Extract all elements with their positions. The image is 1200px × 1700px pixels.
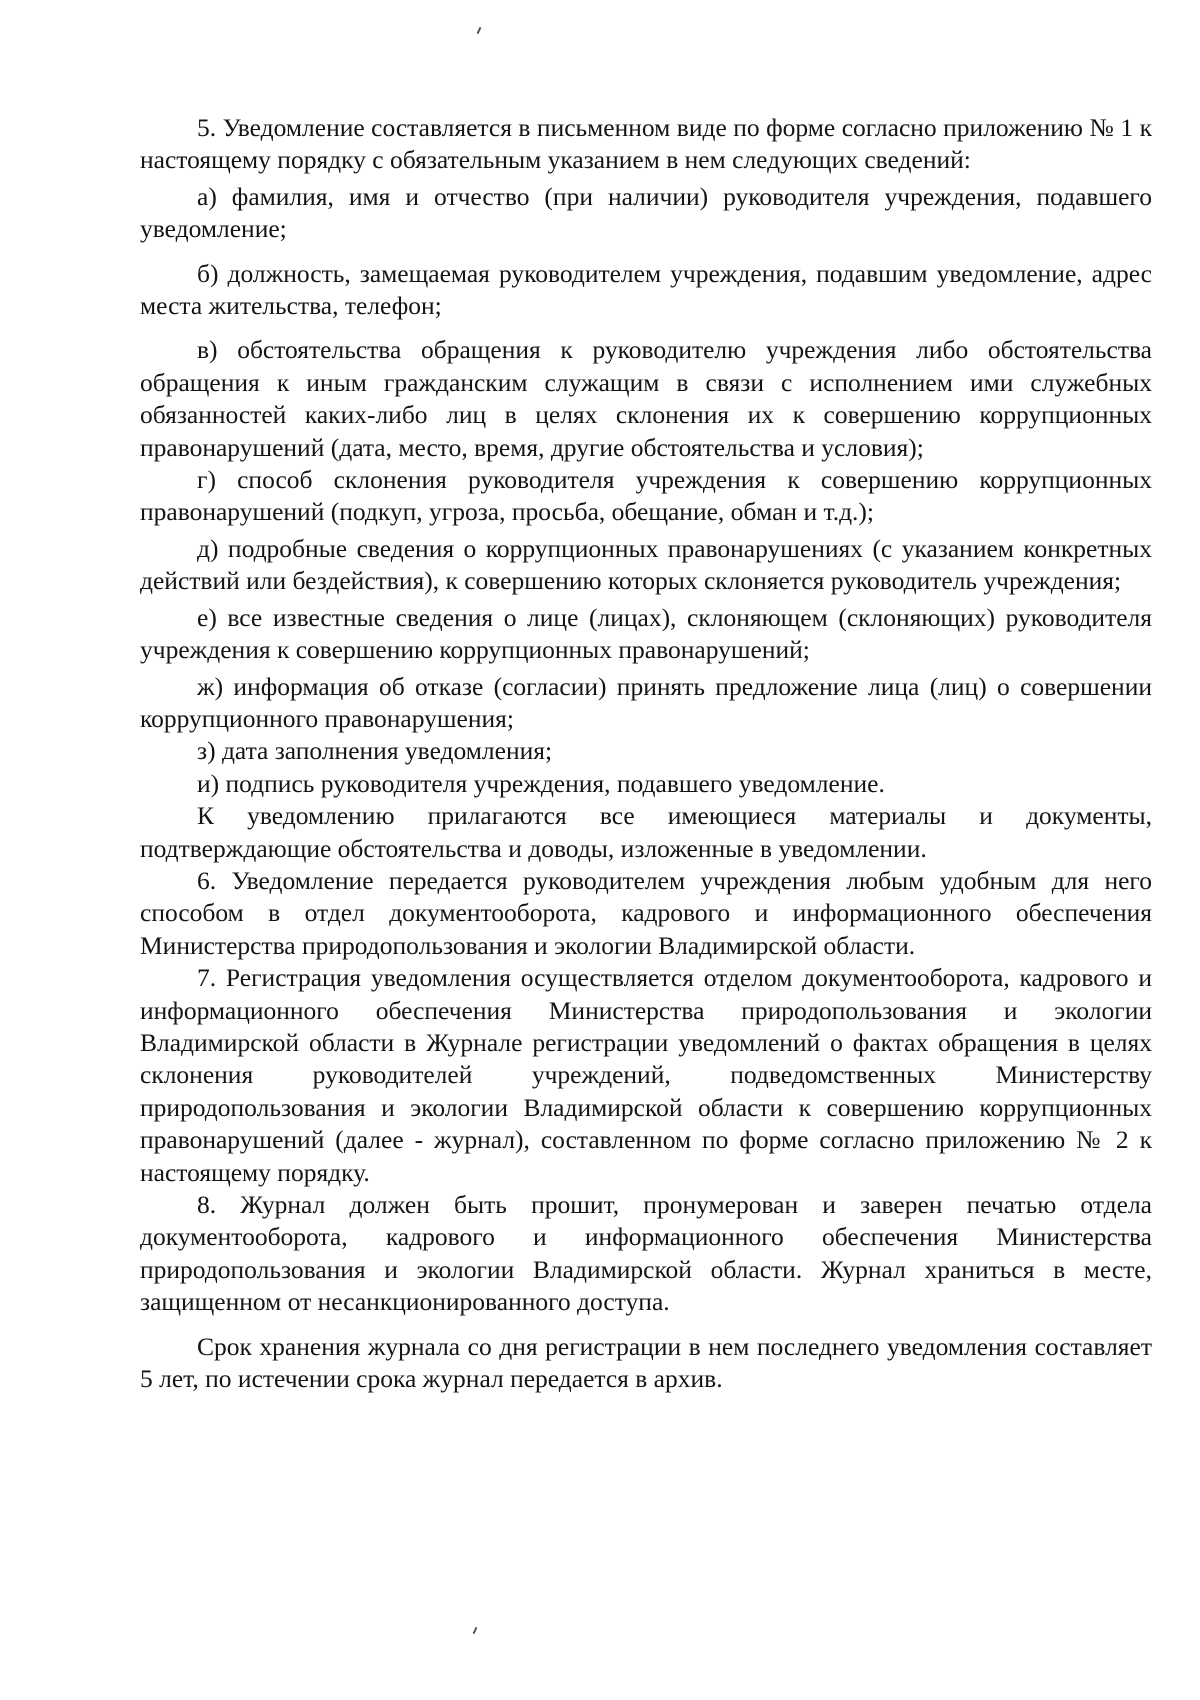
paragraph-6: 6. Уведомление передается руководителем учреждения любым удобным для него способом в отдел документооборота, кадрового и информационного обеспечения Министерства природопользования и экологии Владимирской области. <box>140 865 1152 960</box>
list-item-g: г) способ склонения руководителя учреждения к совершению коррупционных правонарушений (подкуп, угроза, просьба, обещание, обман и т.д.); <box>140 465 1152 527</box>
paragraph-8: 8. Журнал должен быть прошит, пронумерован и заверен печатью отдела документооборота, кадрового и информационного обеспечения Министерства природопользования и экологии Владимирской области. Журнал храниться в месте, защищенном от несанкционированного доступа. <box>140 1190 1152 1317</box>
document-body <box>140 112 1152 1395</box>
list-item-e: е) все известные сведения о лице (лицах), склоняющем (склоняющих) руководителя учреждения к совершению коррупционных правонарушений; <box>140 602 1152 665</box>
attachments-paragraph: К уведомлению прилагаются все имеющиеся материалы и документы, подтверждающие обстоятельства и доводы, изложенные в уведомлении. <box>140 801 1152 863</box>
list-item-v: в) обстоятельства обращения к руководителю учреждения либо обстоятельства обращения к иным гражданским служащим в связи с исполнением ими служебных обязанностей каких-либо лиц в целях склонения их к совершению коррупционных правонарушений (дата, место, время, другие обстоятельства и условия); <box>140 335 1152 462</box>
list-item-d: д) подробные сведения о коррупционных правонарушениях (с указанием конкретных действий или бездействия), к совершению которых склоняется руководитель учреждения; <box>140 533 1152 596</box>
paragraph-7: 7. Регистрация уведомления осуществляется отделом документооборота, кадрового и информационного обеспечения Министерства природопользования и экологии Владимирской области в Журнале регистрации уведомлений о фактах обращения в целях склонения руководителей учреждений, подведомственных Министерству природопользования и экологии Владимирской области к совершению коррупционных правонарушений (далее - журнал), составленном по форме согласно приложению № 2 к настоящему порядку. <box>140 963 1152 1187</box>
list-item-a: а) фамилия, имя и отчество (при наличии) руководителя учреждения, подавшего уведомление; <box>140 181 1152 244</box>
paragraph-5: 5. Уведомление составляется в письменном виде по форме согласно приложению № 1 к настоящему порядку с обязательным указанием в нем следующих сведений: <box>140 113 1152 175</box>
list-item-z: з) дата заполнения уведомления; <box>197 736 553 766</box>
list-item-b: б) должность, замещаемая руководителем учреждения, подавшим уведомление, адрес места жительства, телефон; <box>140 258 1152 321</box>
scan-speck <box>477 27 482 34</box>
list-item-i: и) подпись руководителя учреждения, подавшего уведомление. <box>197 768 885 798</box>
scan-speck <box>473 1627 478 1634</box>
storage-term-paragraph: Срок хранения журнала со дня регистрации в нем последнего уведомления составляет 5 лет, по истечении срока журнал передается в архив. <box>140 1331 1152 1394</box>
list-item-zh: ж) информация об отказе (согласии) принять предложение лица (лиц) о совершении коррупционного правонарушения; <box>140 671 1152 733</box>
